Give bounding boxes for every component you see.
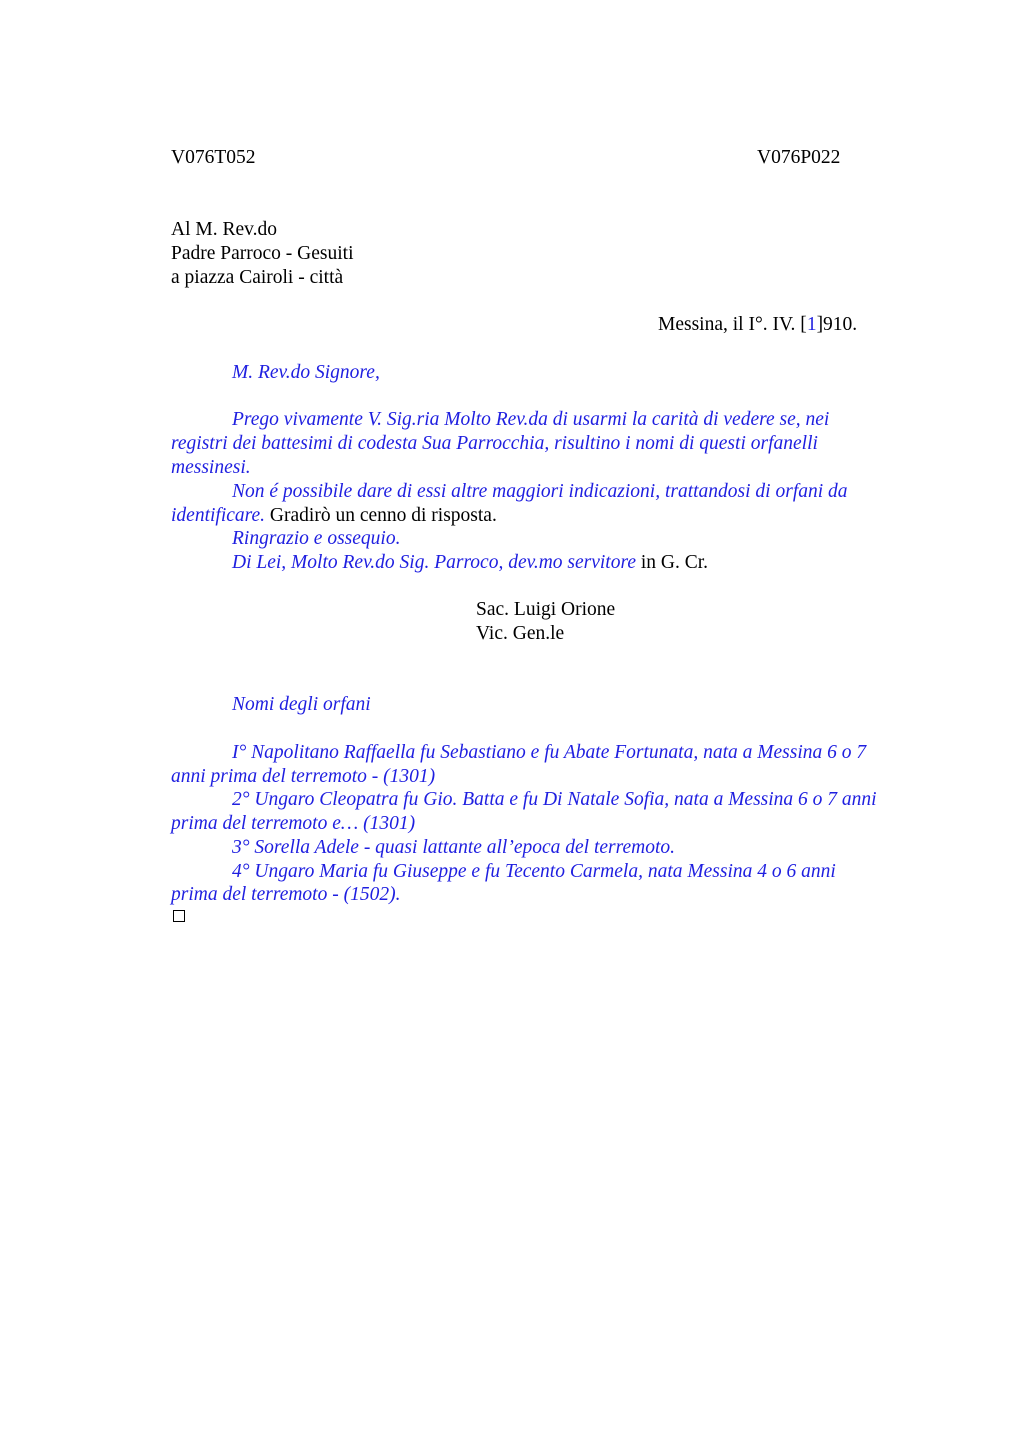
orphans-heading: Nomi degli orfani (232, 694, 371, 715)
document-code-right: V076P022 (757, 147, 841, 168)
date-suffix: ]910. (816, 314, 858, 335)
orphan-item-1-line-1: I° Napolitano Raffaella fu Sebastiano e fu Abate Fortunata, nata a Messina 6 o 7 (232, 742, 867, 763)
orphan-item-2-line-2: prima del terremoto e… (1301) (171, 813, 416, 834)
closing-line (232, 551, 708, 575)
body-paragraph-2-italic: identificare. (171, 505, 266, 526)
date-bracket-digit: 1 (806, 314, 817, 335)
salutation: M. Rev.do Signore, (232, 362, 380, 383)
address-line-2: Padre Parroco - Gesuiti (171, 243, 354, 264)
address-line-1: Al M. Rev.do (171, 219, 277, 240)
signature-name: Sac. Luigi Orione (476, 599, 616, 620)
end-marker-square (173, 910, 185, 922)
orphan-item-1-line-2: anni prima del terremoto - (1301) (171, 766, 436, 787)
body-paragraph-1-line-1: Prego vivamente V. Sig.ria Molto Rev.da di usarmi la carità di vedere se, nei (232, 409, 830, 430)
closing-normal: in G. Cr. (636, 552, 709, 573)
date-prefix: Messina, il I°. IV. [ (658, 314, 807, 335)
signature-title: Vic. Gen.le (476, 623, 565, 644)
body-paragraph-2-line-1: Non é possibile dare di essi altre maggiori indicazioni, trattandosi di orfani da (232, 481, 848, 502)
orphan-item-3: 3° Sorella Adele - quasi lattante all’epoca del terremoto. (232, 837, 676, 858)
body-paragraph-2-normal: Gradirò un cenno di risposta. (265, 505, 497, 526)
thanks-line: Ringrazio e ossequio. (232, 528, 401, 549)
orphan-item-4-line-1: 4° Ungaro Maria fu Giuseppe e fu Tecento Carmela, nata Messina 4 o 6 anni (232, 861, 836, 882)
body-paragraph-1-line-3: messinesi. (171, 457, 251, 478)
date-line (658, 313, 857, 337)
document-code-left: V076T052 (171, 147, 256, 168)
body-paragraph-1-line-2: registri dei battesimi di codesta Sua Parrocchia, risultino i nomi di questi orfanelli (171, 433, 818, 454)
orphan-item-4-line-2: prima del terremoto - (1502). (171, 884, 401, 905)
body-paragraph-2-line-2 (171, 504, 497, 528)
closing-italic: Di Lei, Molto Rev.do Sig. Parroco, dev.mo servitore (232, 552, 636, 573)
address-line-3: a piazza Cairoli - città (171, 267, 344, 288)
orphan-item-2-line-1: 2° Ungaro Cleopatra fu Gio. Batta e fu Di Natale Sofia, nata a Messina 6 o 7 anni (232, 789, 877, 810)
